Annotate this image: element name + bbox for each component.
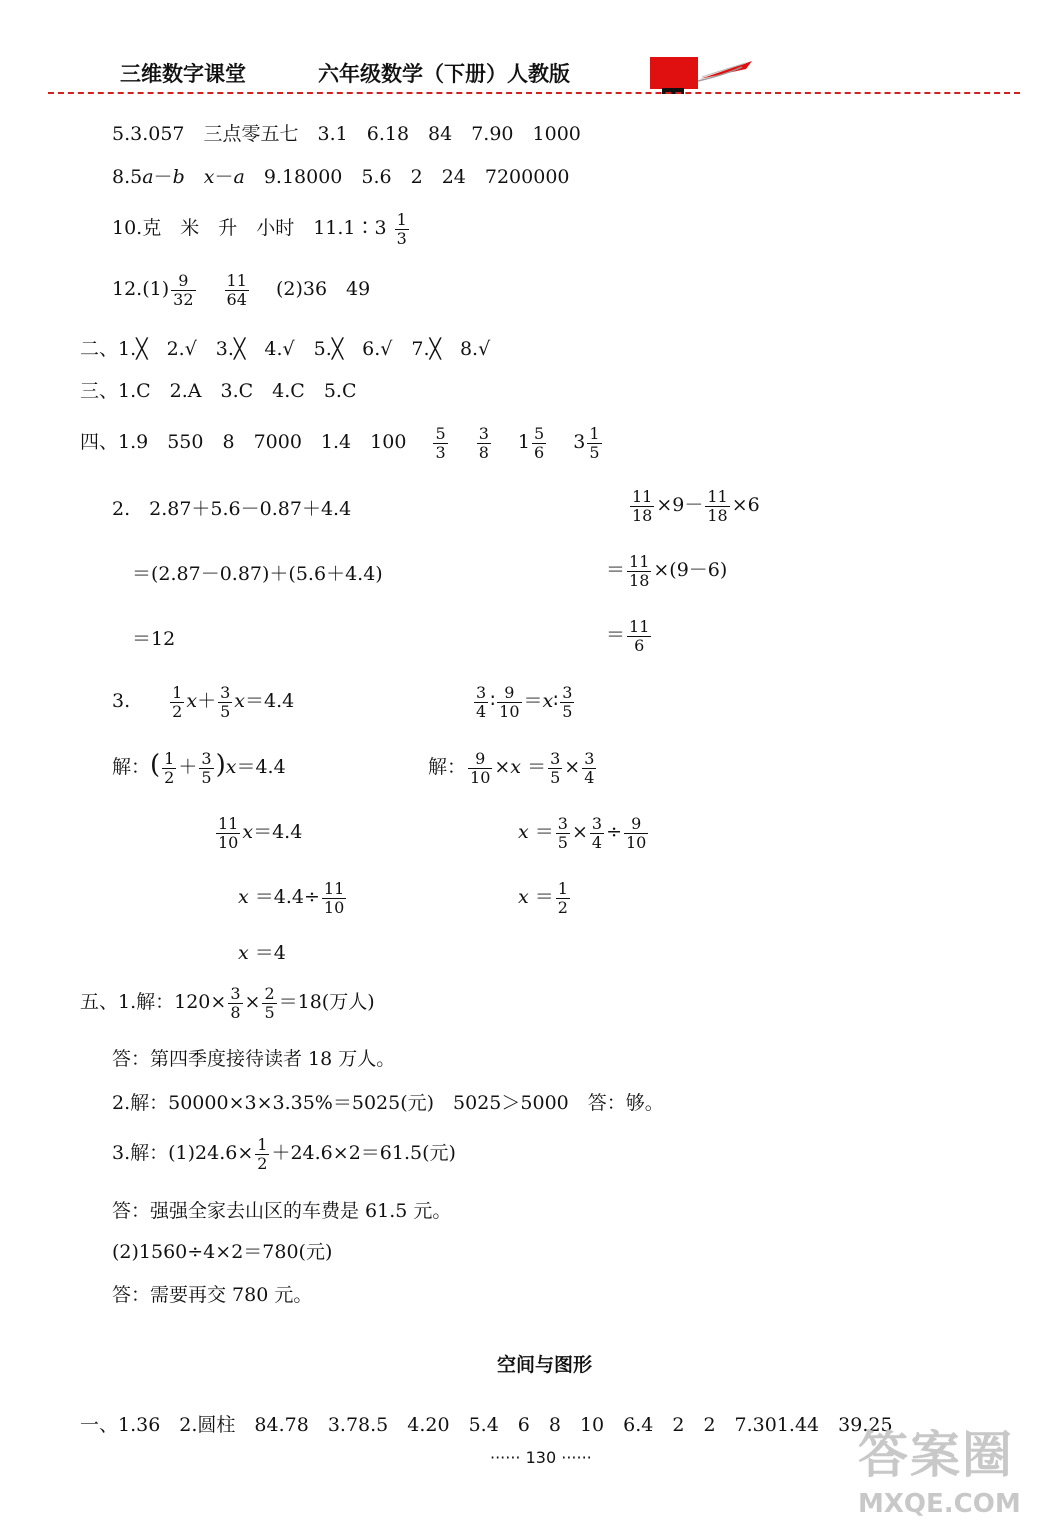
equation-3-right-step2: x ＝ $\frac{3}{5}$ × $\frac{3}{4}$ ÷ $\frac{9}{10}$ bbox=[518, 814, 647, 852]
answer-line-10-11: 10.克 米 升 小时 11.1∶3 $\frac{1}{3}$ bbox=[112, 210, 407, 248]
fraction: $\frac{1}{5}$ bbox=[589, 424, 600, 462]
equation-3-right: $\frac{3}{4}$ ∶ $\frac{9}{10}$ ＝x∶ $\frac{3}{5}$ bbox=[476, 683, 573, 721]
header-book-title: 六年级数学（下册）人教版 bbox=[318, 62, 570, 86]
word-problem-2: 2.解：50000×3×3.35%＝5025(元) 5025＞5000 答：够。 bbox=[112, 1092, 664, 1114]
fraction: $\frac{11}{64}$ bbox=[226, 271, 247, 309]
calc-2-left-step1: ＝(2.87－0.87)＋(5.6＋4.4) bbox=[132, 563, 383, 585]
rocket-logo-icon bbox=[650, 57, 698, 89]
fraction: $\frac{1}{2}$ bbox=[172, 683, 183, 721]
equation-3-left-step2: $\frac{11}{10}$ x＝4.4 bbox=[218, 814, 303, 852]
fraction: $\frac{11}{6}$ bbox=[629, 617, 650, 655]
fraction: $\frac{3}{8}$ bbox=[230, 984, 241, 1022]
calc-2-left-expression: 2. 2.87＋5.6－0.87＋4.4 bbox=[112, 498, 352, 520]
fraction: $\frac{3}{8}$ bbox=[478, 424, 489, 462]
fraction: $\frac{11}{18}$ bbox=[707, 487, 728, 525]
word-problem-1: 五、1.解：120× $\frac{3}{8}$ × $\frac{2}{5}$ ＝18(万人) bbox=[80, 984, 375, 1022]
fraction: $\frac{3}{4}$ bbox=[476, 683, 487, 721]
equation-3-left-step1: 解：( $\frac{1}{2}$ ＋ $\frac{3}{5}$ )x＝4.4 bbox=[112, 749, 286, 787]
section-title: 空间与图形 bbox=[497, 1354, 593, 1376]
fraction: $\frac{1}{3}$ bbox=[396, 210, 407, 248]
fraction: $\frac{3}{5}$ bbox=[562, 683, 573, 721]
fraction: $\frac{11}{18}$ bbox=[632, 487, 653, 525]
fraction: $\frac{5}{3}$ bbox=[435, 424, 446, 462]
calc-2-right-step1: ＝ $\frac{11}{18}$ ×(9－6) bbox=[606, 552, 728, 590]
space-shape-answers: 一、1.36 2.圆柱 84.78 3.78.5 4.20 5.4 6 8 10 6.4 2 2 7.301.44 39.25 bbox=[80, 1414, 893, 1436]
equation-3-left-step4: x ＝4 bbox=[238, 942, 286, 964]
word-problem-3-answer1: 答：强强全家去山区的车费是 61.5 元。 bbox=[112, 1200, 452, 1222]
word-problem-3-part2: (2)1560÷4×2＝780(元) bbox=[112, 1241, 333, 1263]
fraction: $\frac{3}{5}$ bbox=[220, 683, 231, 721]
word-problem-1-answer: 答：第四季度接待读者 18 万人。 bbox=[112, 1048, 396, 1070]
calc-2-right-step2: ＝ $\frac{11}{6}$ bbox=[606, 617, 650, 655]
fraction: $\frac{9}{10}$ bbox=[626, 814, 647, 852]
fraction: $\frac{11}{18}$ bbox=[629, 552, 650, 590]
answer-line-8-9: 8.5a－b x－a 9.18000 5.6 2 24 7200000 bbox=[112, 166, 570, 188]
section-2-answers: 二、1.╳ 2.√ 3.╳ 4.√ 5.╳ 6.√ 7.╳ 8.√ bbox=[80, 338, 491, 360]
section-3-answers: 三、1.C 2.A 3.C 4.C 5.C bbox=[80, 380, 357, 402]
equation-3-left-step3: x ＝4.4÷ $\frac{11}{10}$ bbox=[238, 879, 345, 917]
fraction: $\frac{3}{4}$ bbox=[584, 749, 595, 787]
fraction: $\frac{3}{5}$ bbox=[201, 749, 212, 787]
fraction: $\frac{3}{4}$ bbox=[591, 814, 603, 852]
header-series: 三维数字课堂 bbox=[120, 62, 246, 86]
fraction: $\frac{3}{5}$ bbox=[550, 749, 561, 787]
section-4-q1: 四、1.9 550 8 7000 1.4 100 $\frac{5}{3}$ $\frac{3}{8}$ 1 $\frac{5}{6}$ 3 $\frac{1}{5}$ bbox=[80, 424, 600, 462]
watermark-logo: 答案圈 MXQE.COM bbox=[858, 1426, 1021, 1519]
word-problem-3-answer2: 答：需要再交 780 元。 bbox=[112, 1284, 313, 1306]
fraction: $\frac{9}{10}$ bbox=[499, 683, 520, 721]
word-problem-3-part1: 3.解：(1)24.6× $\frac{1}{2}$ ＋24.6×2＝61.5(元) bbox=[112, 1135, 456, 1173]
equation-3-left: 3. $\frac{1}{2}$ x＋ $\frac{3}{5}$ x＝4.4 bbox=[112, 683, 295, 721]
calc-2-right-expression: $\frac{11}{18}$ ×9－ $\frac{11}{18}$ ×6 bbox=[632, 487, 760, 525]
equation-3-right-step3: x ＝ $\frac{1}{2}$ bbox=[518, 879, 568, 917]
fraction: $\frac{11}{10}$ bbox=[323, 879, 345, 917]
fraction: $\frac{3}{5}$ bbox=[557, 814, 568, 852]
fraction: $\frac{1}{2}$ bbox=[557, 879, 568, 917]
fraction: $\frac{1}{2}$ bbox=[164, 749, 175, 787]
fraction: $\frac{5}{6}$ bbox=[534, 424, 545, 462]
header-divider bbox=[48, 92, 1020, 94]
page-number: ······ 130 ······ bbox=[490, 1448, 592, 1467]
fraction: $\frac{11}{10}$ bbox=[218, 814, 239, 852]
fraction: $\frac{1}{2}$ bbox=[257, 1135, 268, 1173]
answer-line-12: 12.(1) $\frac{9}{32}$ $\frac{11}{64}$ (2)36 49 bbox=[112, 271, 371, 309]
fraction: $\frac{2}{5}$ bbox=[264, 984, 275, 1022]
fraction: $\frac{9}{10}$ bbox=[470, 749, 491, 787]
answer-line-5-7: 5.3.057 三点零五七 3.1 6.18 84 7.90 1000 bbox=[112, 123, 581, 145]
rocket-icon bbox=[696, 55, 760, 83]
equation-3-right-step1: 解： $\frac{9}{10}$ ×x ＝ $\frac{3}{5}$ × $\frac{3}{4}$ bbox=[428, 749, 595, 787]
fraction: $\frac{9}{32}$ bbox=[173, 271, 194, 309]
calc-2-left-step2: ＝12 bbox=[132, 628, 176, 650]
